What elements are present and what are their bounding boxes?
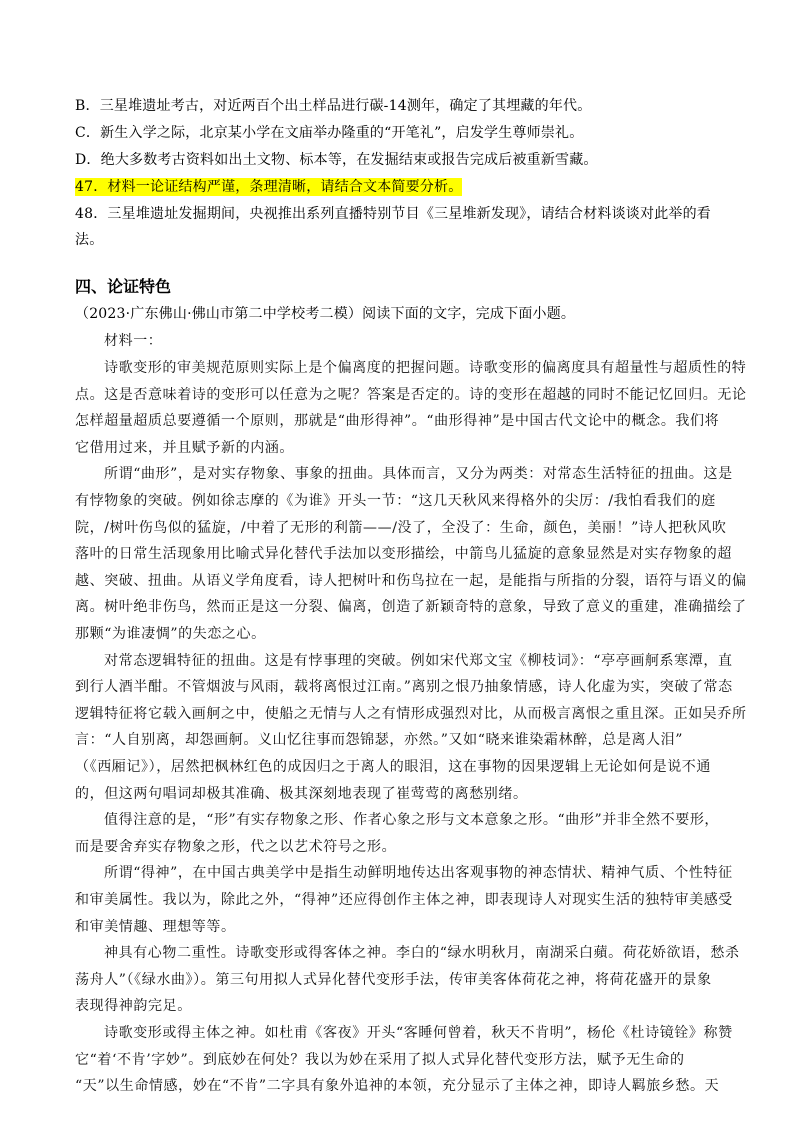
passage-line: 那颗“为谁凄惆”的失恋之心。 bbox=[75, 626, 266, 642]
passage-line: 落叶的日常生活现象用比喻式异化替代手法加以变形描绘，中箭鸟儿猛旋的意象显然是对实存物象的超 bbox=[75, 546, 732, 563]
material-label: 材料一： bbox=[104, 333, 163, 349]
passage-line: 荡舟人”（《绿水曲》）。第三句用拟人式异化替代变形手法，传审美客体荷花之神，将荷花盛开的景象 bbox=[75, 971, 712, 988]
passage-line: 点。这是否意味着诗的变形可以任意为之呢？答案是否定的。诗的变形在超越的同时不能记忆回归。无论 bbox=[75, 386, 747, 403]
passage-line: 诗歌变形的审美规范原则实际上是个偏离度的把握问题。诗歌变形的偏离度具有超量性与超质性的特 bbox=[104, 360, 747, 376]
passage-line: 神具有心物二重性。诗歌变形或得客体之神。李白的“绿水明秋月，南湖采白蘋。荷花娇欲语，愁杀 bbox=[104, 945, 740, 962]
passage-line: 言：“人自别离，却怨画舸。义山忆往事而怨锦瑟，亦然。”又如“晓来谁染霜林醉，总是离人泪” bbox=[75, 732, 684, 749]
passage-line: 值得注意的是，“形”有实存物象之形、作者心象之形与文本意象之形。“曲形”并非全然不要形， bbox=[104, 812, 720, 829]
passage-line: 对常态逻辑特征的扭曲。这是有悖事理的突破。例如宋代郑文宝《柳枝词》：“亭亭画舸系寒潭，直 bbox=[104, 652, 733, 669]
passage-line: 的，但这两句唱词却极其准确、极其深刻地表现了崔莺莺的离愁别绪。 bbox=[75, 785, 528, 802]
option-d: D．绝大多数考古资料如出土文物、标本等，在发掘结束或报告完成后被重新雪藏。 bbox=[75, 152, 598, 168]
passage-line: 逻辑特征将它载入画舸之中，使船之无情与人之有情形成强烈对比，从而极言离恨之重且深。正如吴乔所 bbox=[75, 705, 747, 722]
section-title: 四、论证特色 bbox=[75, 277, 172, 296]
passage-line: 有悖物象的突破。例如徐志摩的《为谁》开头一节：“这几天秋风来得格外的尖厉：/我怕看我们的庭 bbox=[75, 493, 716, 509]
question-48-line1: 48．三星堆遗址发掘期间，央视推出系列直播特别节目《三星堆新发现》，请结合材料谈谈对此举的看 bbox=[75, 206, 712, 222]
passage-line: 所谓“曲形”，是对实存物象、事象的扭曲。具体而言，又分为两类：对常态生活特征的扭曲。这是 bbox=[104, 466, 733, 483]
passage-line: 怎样超量超质总要遵循一个原则，那就是“曲形得神”。“曲形得神”是中国古代文论中的概念。我们将 bbox=[75, 413, 720, 430]
passage-line: 和审美情趣、理想等等。 bbox=[75, 918, 236, 935]
passage-line: 而是要舍弃实存物象之形，代之以艺术符号之形。 bbox=[75, 838, 397, 855]
passage-line: 它借用过来，并且赋予新的内涵。 bbox=[75, 439, 294, 456]
passage-line: 和审美属性。我以为，除此之外，“得神”还应得创作主体之神，即表现诗人对现实生活的独特审美感受 bbox=[75, 892, 733, 908]
passage-line: “天”以生命情感，妙在“不肯”二字具有象外追神的本领，充分显示了主体之神，即诗人羁旅乡愁。天 bbox=[75, 1078, 720, 1095]
passage-line: 诗歌变形或得主体之神。如杜甫《客夜》开头“客睡何曾着，秋天不肯明”，杨伦《杜诗镜铨》称赞 bbox=[104, 1025, 733, 1041]
passage-line: 表现得神韵完足。 bbox=[75, 998, 192, 1015]
passage-line: 所谓“得神”，在中国古典美学中是指生动鲜明地传达出客观事物的神态情状、精神气质、个性特征 bbox=[104, 865, 733, 882]
passage-line: 院，/树叶伤鸟似的猛旋，/中着了无形的利箭——/没了，全没了：生命，颜色，美丽！”诗人把秋风吹 bbox=[75, 519, 727, 536]
passage-line: 离。树叶绝非伤鸟，然而正是这一分裂、偏离，创造了新颖奇特的意象，导致了意义的重建，准确描绘了 bbox=[75, 599, 747, 616]
question-47-highlight: 47．材料一论证结构严谨，条理清晰，请结合文本简要分析。 bbox=[75, 179, 463, 195]
passage-line: （《西厢记》），居然把枫林红色的成因归之于离人的眼泪，这在事物的因果逻辑上无论如何是说不通 bbox=[75, 759, 711, 775]
question-48-line2: 法。 bbox=[75, 232, 104, 248]
option-b: B．三星堆遗址考古，对近两百个出土样品进行碳-14测年，确定了其埋藏的年代。 bbox=[75, 98, 592, 114]
option-c: C．新生入学之际，北京某小学在文庙举办隆重的“开笔礼”，启发学生尊师崇礼。 bbox=[75, 125, 584, 141]
passage-line: 它“着‘不肯’字妙”。到底妙在何处？我以为妙在采用了拟人式异化替代变形方法，赋予无生命的 bbox=[75, 1051, 685, 1068]
question-47 bbox=[75, 176, 462, 196]
passage-line: 到行人酒半酣。不管烟波与风雨，载将离恨过江南。”离别之恨乃抽象情感，诗人化虚为实，突破了常态 bbox=[75, 679, 733, 696]
passage-line: 越、突破、扭曲。从语义学角度看，诗人把树叶和伤鸟拉在一起，是能指与所指的分裂，语符与语义的偏 bbox=[75, 572, 747, 589]
source-line: （2023·广东佛山·佛山市第二中学校考二模）阅读下面的文字，完成下面小题。 bbox=[75, 306, 576, 322]
